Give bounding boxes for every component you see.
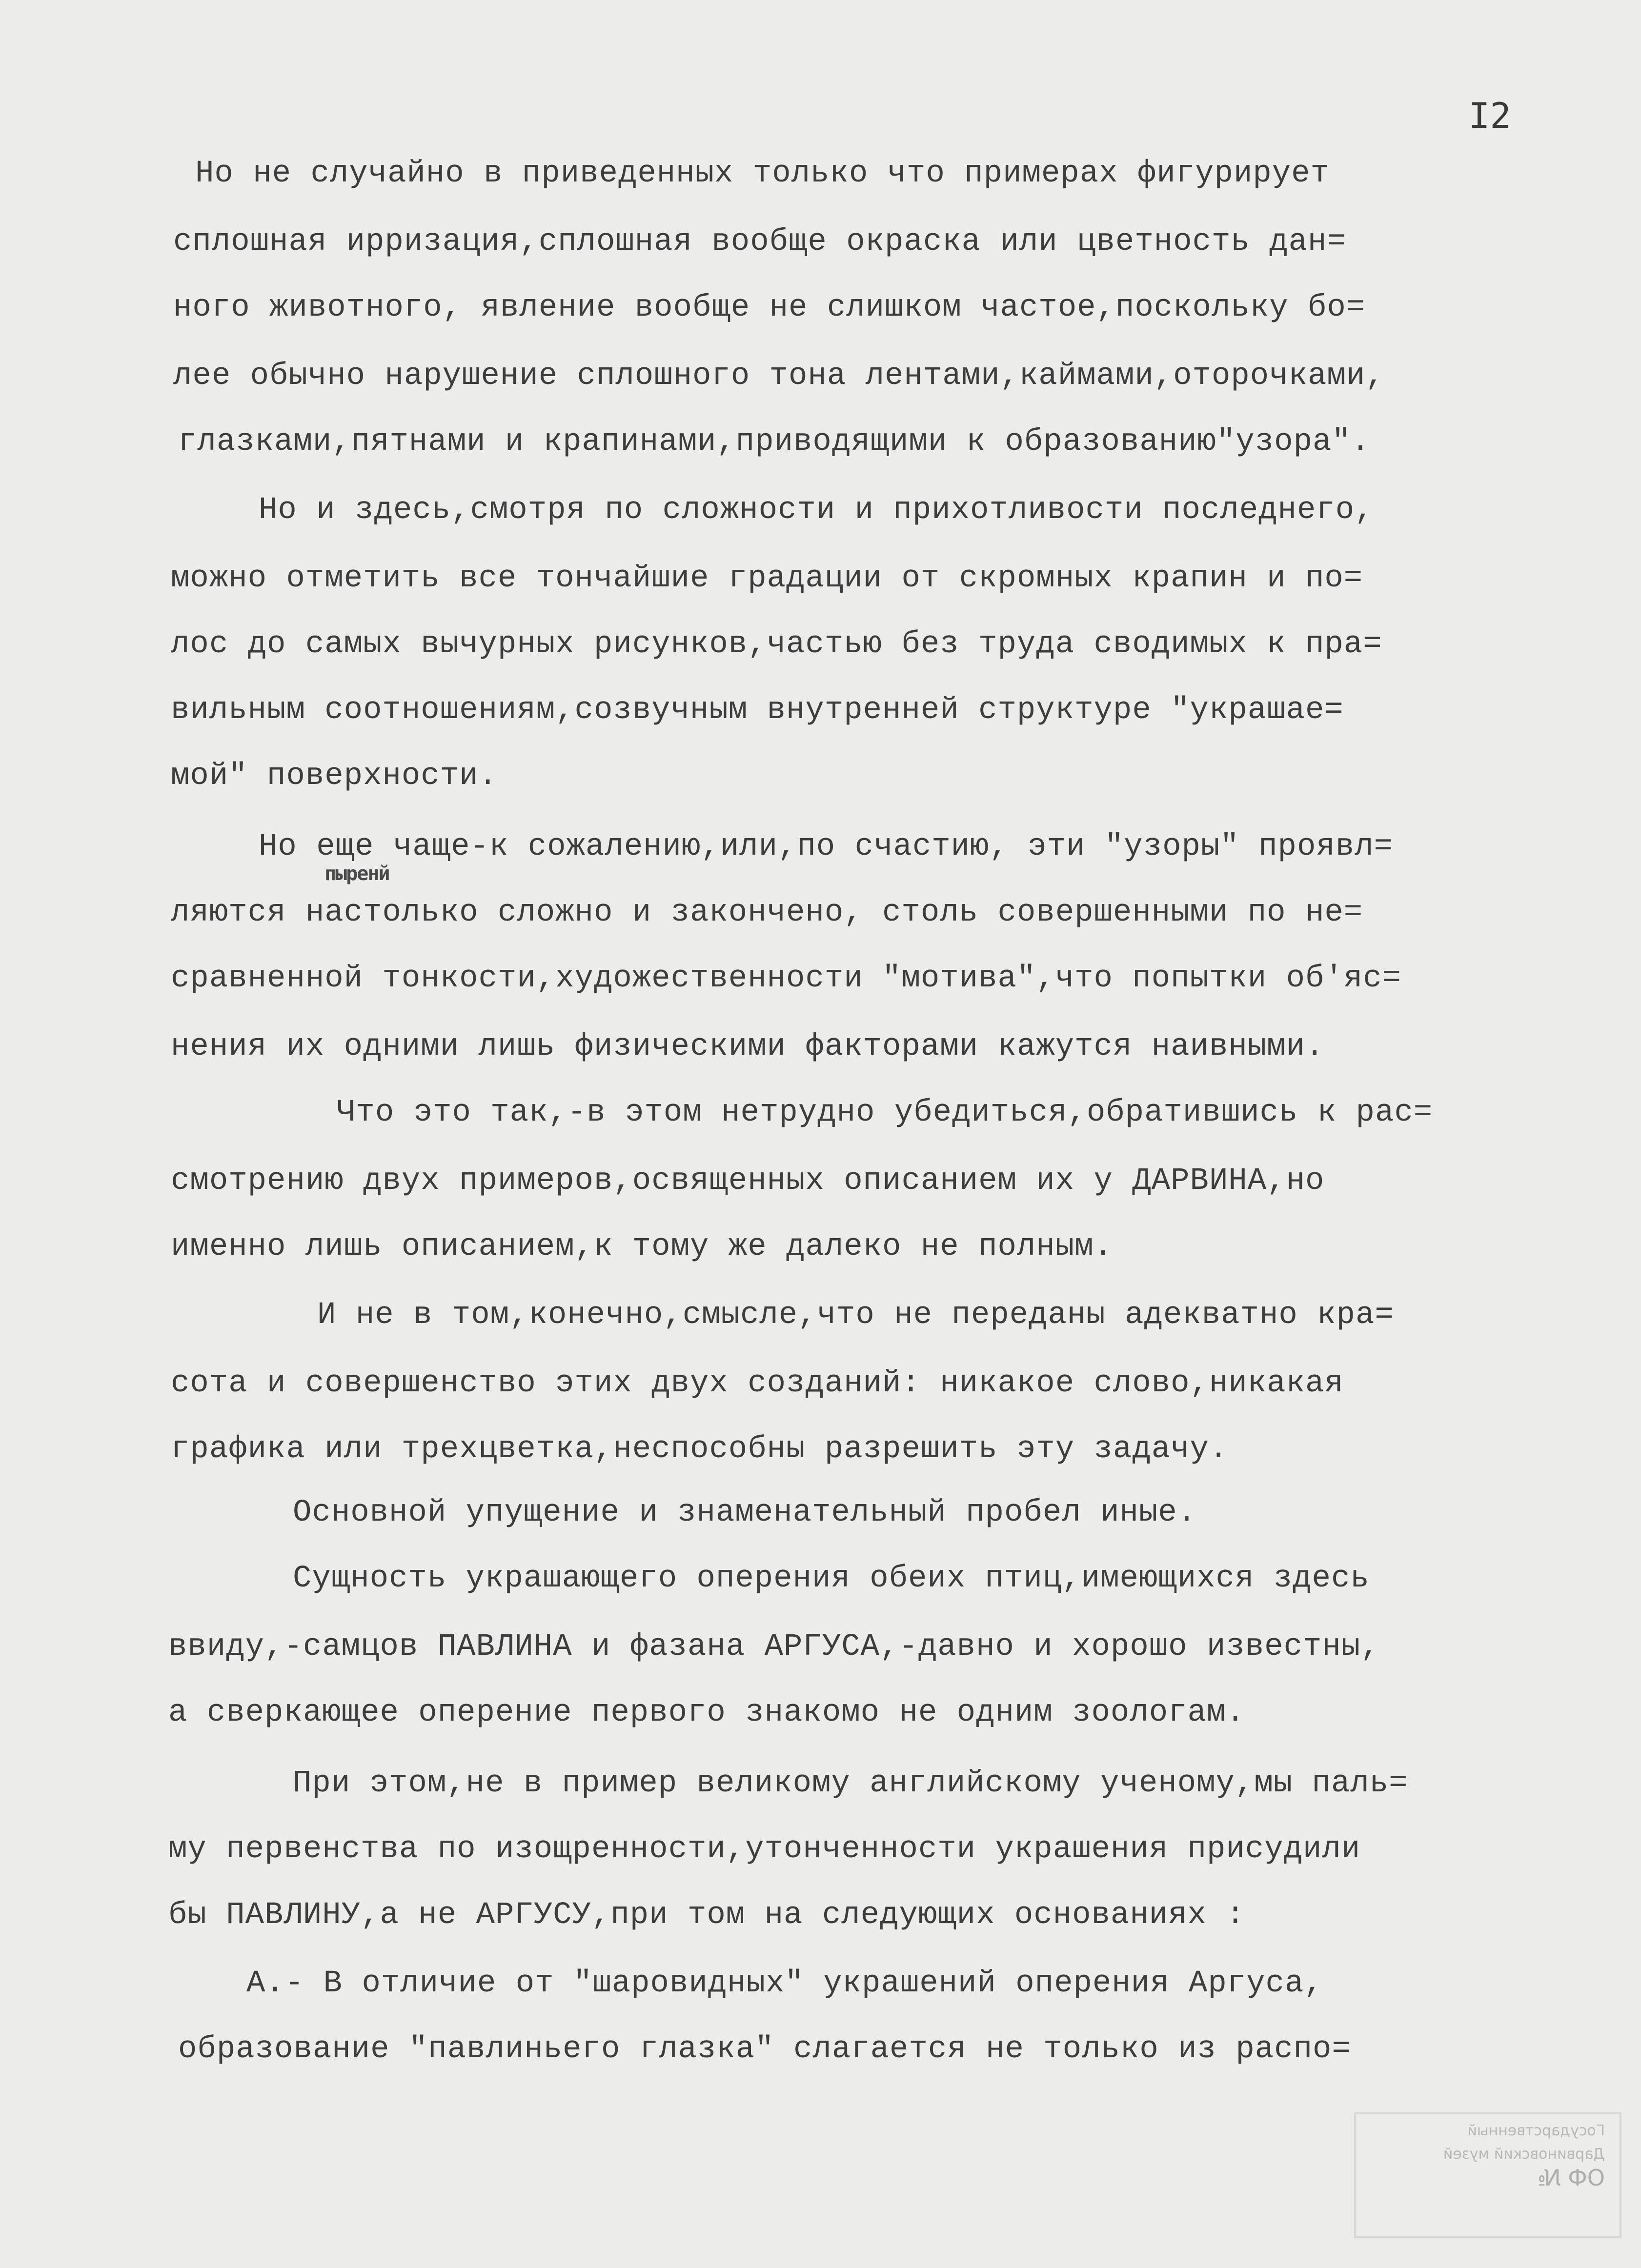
stamp-line-1: Государственный — [1467, 2122, 1605, 2139]
text-line-13: сравненной тонкости,художественности "мотива",что попытки об'яс= — [171, 961, 1401, 996]
stamp-line-3: ОФ № — [1537, 2165, 1605, 2191]
text-line-19: сота и совершенство этих двух созданий: никакое слово,никакая — [171, 1366, 1344, 1401]
text-line-26: му первенства по изощренности,утонченности украшения присудили — [168, 1832, 1361, 1867]
museum-stamp — [1354, 2112, 1621, 2238]
text-line-8: лос до самых вычурных рисунков,частью без труда сводимых к пра= — [171, 627, 1382, 662]
text-line-27: бы ПАВЛИНУ,а не АРГУСУ,при том на следующих основаниях : — [168, 1898, 1245, 1933]
text-line-9: вильным соотношениям,созвучным внутренней структуре "украшае= — [171, 693, 1344, 728]
text-line-15: Что это так,-в этом нетрудно убедиться,обратившись к рас= — [337, 1095, 1433, 1130]
text-line-17: именно лишь описанием,к тому же далеко не полным. — [171, 1229, 1113, 1264]
text-line-2: сплошная ирризация,сплошная вообще окраска или цветность дан= — [173, 224, 1346, 260]
text-line-5: глазками,пятнами и крапинами,приводящими к образованию"узора". — [178, 424, 1371, 460]
text-line-14: нения их одними лишь физическими факторами кажутся наивными. — [171, 1029, 1325, 1064]
text-line-6: Но и здесь,смотря по сложности и прихотливости последнего, — [259, 493, 1374, 528]
text-line-23: ввиду,-самцов ПАВЛИНА и фазана АРГУСА,-давно и хорошо известны, — [168, 1629, 1380, 1665]
text-line-10: мой" поверхности. — [171, 759, 498, 794]
stamp-line-2: Дарвиновский музей — [1443, 2146, 1605, 2163]
text-line-11: Но еще чаще-к сожалению,или,по счастию, эти "узоры" проявл= — [259, 829, 1393, 864]
text-line-24: а сверкающее оперение первого знакомо не одним зоологам. — [168, 1695, 1245, 1730]
text-line-7: можно отметить все тончайшие градации от скромных крапин и по= — [171, 561, 1363, 596]
handwritten-annotation: пыренй — [324, 863, 389, 885]
text-line-22: Сущность украшающего оперения обеих птиц,имеющихся здесь — [293, 1561, 1370, 1596]
text-line-29: образование "павлиньего глазка" слагается не только из распо= — [178, 2032, 1351, 2067]
page-number: I2 — [1469, 95, 1511, 136]
text-line-18: И не в том,конечно,смысле,что не переданы адекватно кра= — [317, 1298, 1394, 1333]
text-line-16: смотрению двух примеров,освященных описанием их у ДАРВИНА,но — [171, 1164, 1325, 1199]
text-line-20: графика или трехцветка,неспособны разрешить эту задачу. — [171, 1432, 1229, 1467]
text-line-28: А.- В отличие от "шаровидных" украшений оперения Аргуса, — [246, 1966, 1323, 2001]
text-line-12: ляются настолько сложно и закончено, столь совершенными по не= — [171, 895, 1363, 930]
text-line-1: Но не случайно в приведенных только что примерах фигурирует — [195, 156, 1330, 191]
text-line-3: ного животного, явление вообще не слишком частое,поскольку бо= — [173, 290, 1366, 325]
text-line-4: лее обычно нарушение сплошного тона лентами,каймами,оторочками, — [173, 359, 1385, 394]
text-line-21: Основной упущение и знаменательный пробел иные. — [293, 1495, 1197, 1530]
text-line-25: При этом,не в пример великому английскому ученому,мы паль= — [293, 1766, 1408, 1801]
